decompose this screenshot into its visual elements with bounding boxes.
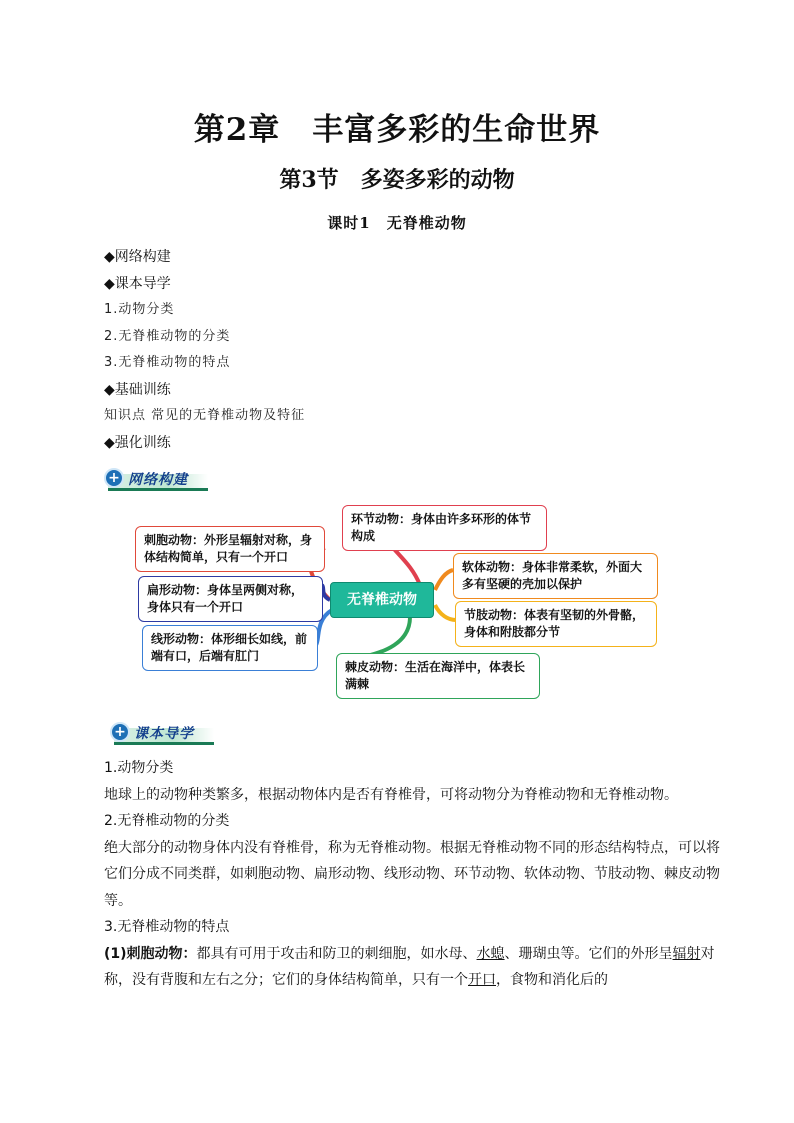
mind-map-center: 无脊椎动物 (330, 582, 434, 618)
toc-item[interactable]: ◆基础训练 (104, 381, 171, 398)
toc-item[interactable]: 2.无脊椎动物的分类 (104, 328, 231, 344)
paragraph (101, 782, 721, 809)
plus-icon: + (104, 468, 124, 488)
paragraph (101, 835, 721, 915)
textbook-banner (110, 720, 220, 746)
underlined-term: 开口 (468, 972, 496, 988)
item-label: (1)刺胞动物： (104, 945, 197, 962)
toc-item[interactable]: 知识点 常见的无脊椎动物及特征 (104, 408, 306, 423)
paragraph (101, 941, 721, 994)
branch-mollusc (435, 570, 453, 590)
branch-flatworm (322, 585, 330, 600)
underlined-term: 水螅 (476, 945, 505, 962)
main-content (101, 755, 721, 994)
underlined-term: 辐射 (672, 945, 701, 962)
section-heading: 2.无脊椎动物的分类 (104, 813, 230, 829)
toc-item[interactable]: ◆课本导学 (104, 275, 171, 292)
toc-item[interactable]: ◆强化训练 (104, 434, 171, 451)
node-nematode: 线形动物：体形细长如线，前端有口，后端有肛门 (142, 625, 318, 671)
network-banner (104, 466, 214, 492)
plus-icon: + (110, 722, 130, 742)
chapter-title: 第2章 丰富多彩的生命世界 (193, 112, 601, 148)
section-heading: 3.无脊椎动物的特点 (104, 919, 230, 935)
branch-arthropod (435, 605, 456, 620)
table-of-contents (104, 244, 704, 456)
toc-item[interactable]: ◆网络构建 (104, 249, 171, 265)
paragraph-text: 都具有可用于攻击和防卫的刺细胞，如水母、 (196, 945, 477, 962)
section-title: 第3节 多姿多彩的动物 (279, 167, 515, 193)
node-annelid: 环节动物：身体由许多环形的体节构成 (342, 505, 547, 551)
paragraph-text: 地球上的动物种类繁多，根据动物体内是否有脊椎骨，可将动物分为脊椎动物和无脊椎动物。 (104, 786, 678, 803)
mind-map (120, 500, 680, 705)
paragraph-text: 绝大部分的动物身体内没有脊椎骨，称为无脊椎动物。根据无脊椎动物不同的形态结构特点，可以将它们分成不同类群，如刺胞动物、扁形动物、线形动物、环节动物、软体动物、节肢动物、棘皮动物等。 (104, 839, 720, 909)
banner-label: 课本导学 (134, 726, 194, 742)
paragraph-text: ，食物和消化后的 (496, 972, 608, 988)
node-mollusc: 软体动物：身体非常柔软，外面大多有坚硬的壳加以保护 (453, 553, 658, 599)
lesson-title: 课时1 无脊椎动物 (327, 214, 467, 232)
node-arthropod: 节肢动物：体表有坚韧的外骨骼，身体和附肢都分节 (455, 601, 657, 647)
banner-label: 网络构建 (128, 472, 188, 488)
paragraph-text: 对称，没有背腹和左右之分；它们的身体结构简单，只有一个 (104, 945, 715, 988)
node-flatworm: 扁形动物：身体呈两侧对称，身体只有一个开口 (138, 576, 323, 622)
toc-item[interactable]: 1.动物分类 (104, 302, 175, 317)
toc-item[interactable]: 3.无脊椎动物的特点 (104, 355, 231, 370)
paragraph-text: 、珊瑚虫等。它们的外形呈 (504, 945, 673, 962)
node-echinoderm: 棘皮动物：生活在海洋中，体表长满棘 (336, 653, 540, 699)
section-heading: 1.动物分类 (104, 760, 174, 776)
node-cnidaria: 刺胞动物：外形呈辐射对称，身体结构简单，只有一个开口 (135, 526, 325, 572)
